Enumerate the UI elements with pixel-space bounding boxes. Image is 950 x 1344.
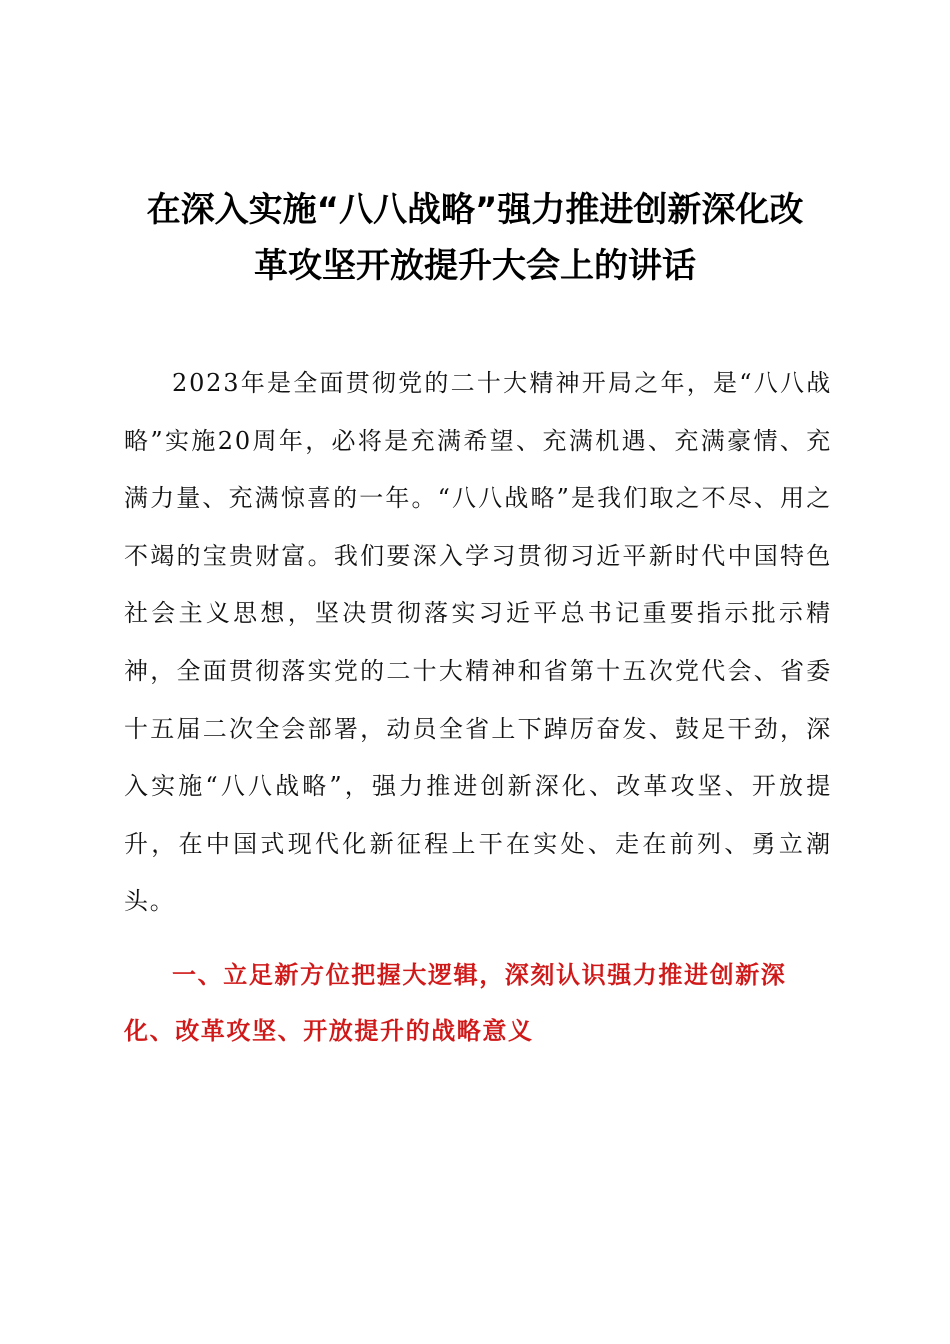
- body-paragraph-1: 2023年是全面贯彻党的二十大精神开局之年，是“八八战略”实施20周年，必将是充满希望、充满机遇、充满豪情、充满力量、充满惊喜的一年。“八八战略”是我们取之不尽、用之不竭的宝贵财富。我们要深入学习贯彻习近平新时代中国特色社会主义思想，坚决贯彻落实习近平总书记重要指示批示精神，全面贯彻落实党的二十大精神和省第十五次党代会、省委十五届二次全会部署，动员全省上下踔厉奋发、鼓足干劲，深入实施“八八战略”，强力推进创新深化、改革攻坚、开放提升，在中国式现代化新征程上干在实处、走在前列、勇立潮头。: [124, 369, 832, 916]
- section-heading-1: 一、立足新方位把握大逻辑，深刻认识强力推进创新深化、改革攻坚、开放提升的战略意义: [124, 961, 787, 1045]
- document-title: [110, 182, 840, 294]
- title-line-2: 革攻坚开放提升大会上的讲话: [254, 246, 696, 286]
- title-line-1: 在深入实施“八八战略”强力推进创新深化改: [146, 190, 804, 230]
